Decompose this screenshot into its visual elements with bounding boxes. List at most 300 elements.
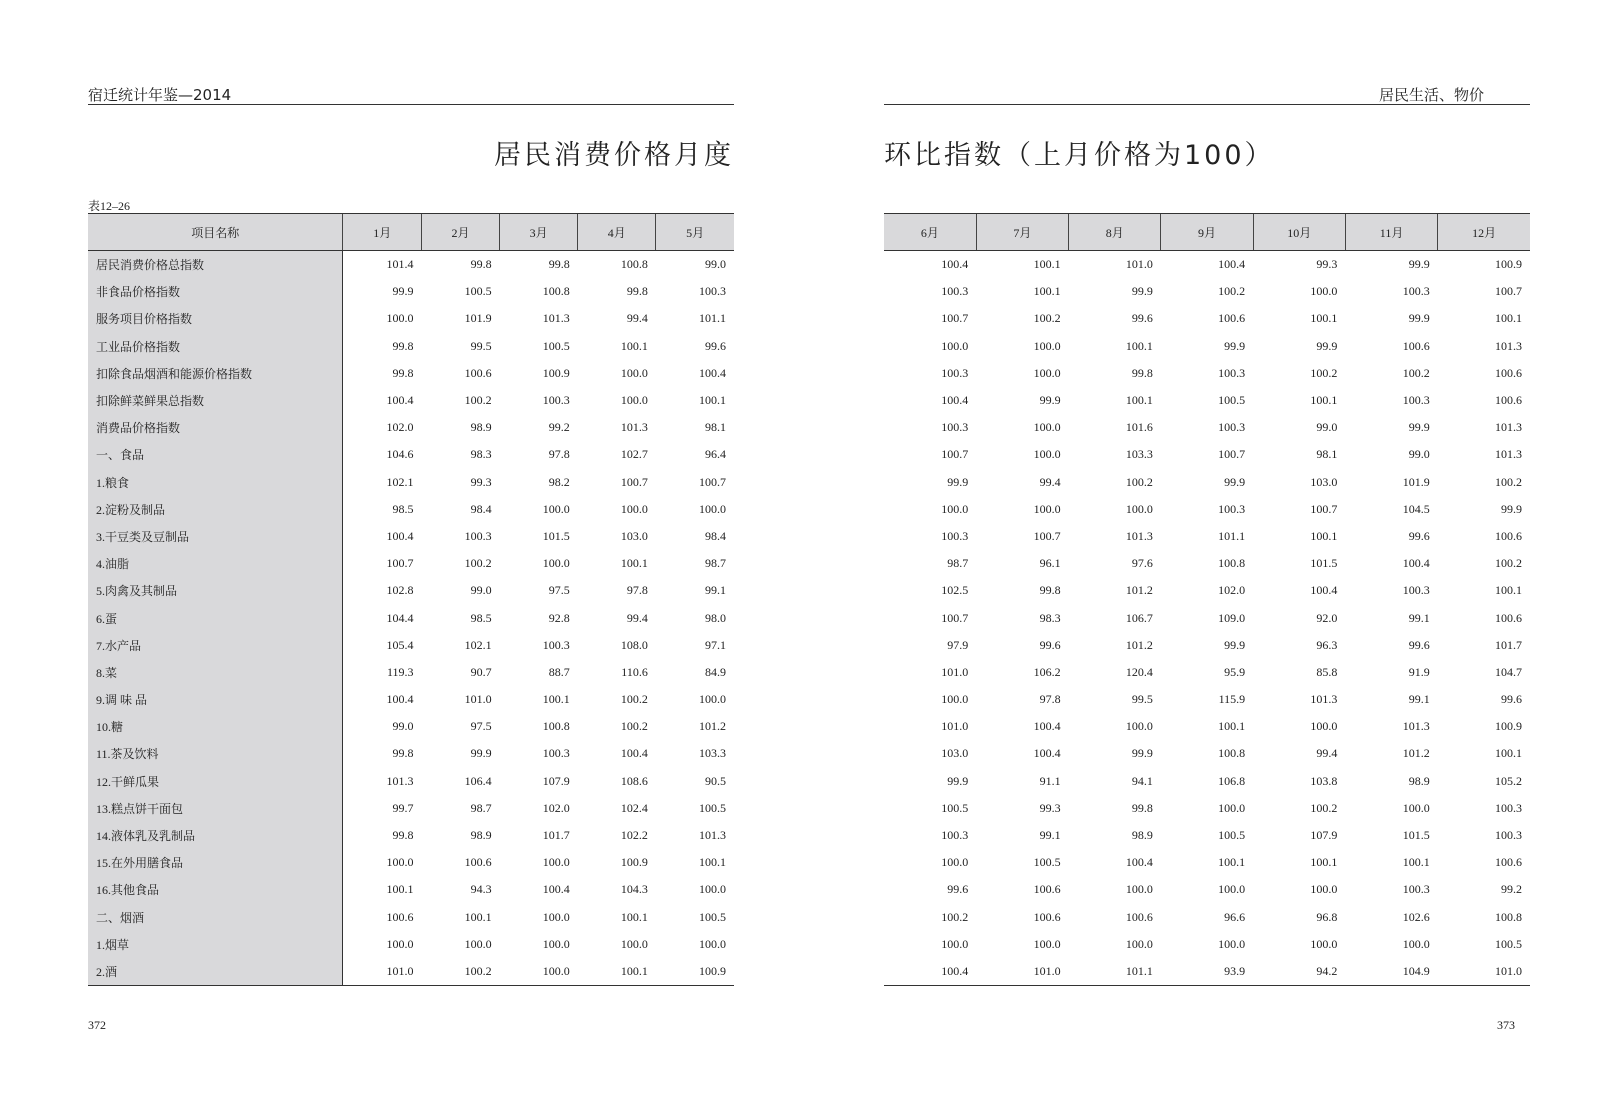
- index-value-cell: 100.8: [1495, 909, 1522, 924]
- index-value-cell: 100.7: [620, 474, 648, 489]
- index-value-cell: 99.8: [392, 338, 414, 353]
- index-value-cell: 101.7: [1495, 637, 1522, 652]
- index-value-cell: 99.3: [1039, 800, 1061, 815]
- index-value-cell: 99.8: [1039, 583, 1061, 598]
- index-value-cell: 100.4: [386, 692, 414, 707]
- index-value-cell: 107.9: [1310, 828, 1338, 843]
- index-value-cell: 99.9: [1131, 284, 1153, 299]
- index-value-cell: 100.4: [941, 393, 969, 408]
- index-value-cell: 100.7: [1310, 501, 1338, 516]
- index-value-cell: 97.5: [470, 719, 492, 734]
- index-value-cell: 100.0: [1033, 501, 1061, 516]
- index-value-cell: 101.3: [1495, 447, 1522, 462]
- index-value-cell: 101.1: [1069, 958, 1161, 986]
- index-value-cell: 98.1: [1316, 447, 1338, 462]
- column-header-month: 1月: [343, 214, 422, 251]
- index-value-cell: 102.7: [620, 447, 648, 462]
- index-value-cell: 101.3: [1125, 528, 1153, 543]
- running-head: 宿迁统计年鉴—2014: [88, 86, 232, 104]
- table-row: [88, 550, 734, 577]
- index-value-cell: 100.0: [1218, 800, 1246, 815]
- index-value-cell: 104.3: [620, 882, 648, 897]
- row-label: 4.油脂: [88, 550, 343, 577]
- index-value-cell: 100.0: [941, 936, 969, 951]
- index-value-cell: 101.3: [620, 420, 648, 435]
- index-value-cell: 100.4: [386, 528, 414, 543]
- row-label: 1.烟草: [88, 931, 343, 958]
- table-row: [88, 496, 734, 523]
- index-value-cell: 102.0: [1218, 583, 1246, 598]
- index-value-cell: 100.0: [386, 311, 414, 326]
- index-value-cell: 100.8: [542, 284, 570, 299]
- index-value-cell: 100.5: [941, 800, 969, 815]
- index-value-cell: 100.3: [941, 528, 969, 543]
- index-value-cell: 100.1: [1033, 284, 1061, 299]
- index-value-cell: 93.9: [1161, 958, 1253, 986]
- index-value-cell: 99.5: [1131, 692, 1153, 707]
- index-value-cell: 100.3: [542, 637, 570, 652]
- index-value-cell: 100.9: [1495, 257, 1522, 272]
- index-value-cell: 98.5: [470, 610, 492, 625]
- header-rule: [884, 104, 1530, 105]
- row-label: 服务项目价格指数: [88, 305, 343, 332]
- index-value-cell: 101.3: [1495, 338, 1522, 353]
- table-row: [88, 659, 734, 686]
- index-value-cell: 101.0: [464, 692, 492, 707]
- index-value-cell: 101.3: [1310, 692, 1338, 707]
- row-label: 一、食品: [88, 441, 343, 468]
- index-value-cell: 99.6: [1131, 311, 1153, 326]
- column-header-month: 4月: [578, 214, 656, 251]
- index-value-cell: 100.7: [1218, 447, 1246, 462]
- index-value-cell: 97.8: [548, 447, 570, 462]
- index-value-cell: 100.1: [620, 909, 648, 924]
- index-value-cell: 100.0: [1310, 882, 1338, 897]
- row-label: 10.糖: [88, 713, 343, 740]
- column-header-month: 5月: [656, 214, 734, 251]
- index-value-cell: 98.4: [470, 501, 492, 516]
- table-row: [884, 659, 1530, 686]
- index-value-cell: 96.4: [705, 447, 726, 462]
- header-rule: [88, 104, 734, 105]
- index-value-cell: 99.9: [1224, 637, 1246, 652]
- index-value-cell: 99.3: [1316, 257, 1338, 272]
- index-value-cell: 110.6: [621, 664, 648, 679]
- index-value-cell: 100.0: [1125, 719, 1153, 734]
- index-value-cell: 98.1: [705, 420, 726, 435]
- index-value-cell: 101.0: [1438, 958, 1530, 986]
- index-value-cell: 99.5: [470, 338, 492, 353]
- index-value-cell: 100.2: [620, 719, 648, 734]
- index-value-cell: 102.1: [464, 637, 492, 652]
- index-value-cell: 101.0: [343, 958, 422, 986]
- index-value-cell: 99.9: [1501, 501, 1522, 516]
- index-value-cell: 105.4: [386, 637, 414, 652]
- price-index-table-jan-may: [88, 213, 734, 986]
- index-value-cell: 99.1: [1408, 692, 1430, 707]
- table-row: [884, 849, 1530, 876]
- index-value-cell: 102.4: [620, 800, 648, 815]
- index-value-cell: 100.0: [941, 855, 969, 870]
- index-value-cell: 101.3: [542, 311, 570, 326]
- index-value-cell: 102.1: [386, 474, 414, 489]
- index-value-cell: 101.0: [941, 664, 969, 679]
- index-value-cell: 100.0: [1402, 800, 1430, 815]
- index-value-cell: 100.1: [542, 692, 570, 707]
- index-value-cell: 85.8: [1316, 664, 1338, 679]
- index-value-cell: 100.3: [941, 828, 969, 843]
- table-title-part-2: 环比指数（上月价格为100）: [884, 140, 1275, 171]
- column-header-month: 9月: [1161, 214, 1253, 251]
- index-value-cell: 100.1: [1218, 855, 1246, 870]
- table-row: [88, 686, 734, 713]
- index-value-cell: 99.9: [1224, 474, 1246, 489]
- index-value-cell: 100.0: [699, 501, 726, 516]
- index-value-cell: 99.3: [470, 474, 492, 489]
- index-value-cell: 99.9: [1316, 338, 1338, 353]
- index-value-cell: 100.3: [941, 365, 969, 380]
- index-value-cell: 103.0: [1310, 474, 1338, 489]
- index-value-cell: 101.3: [699, 828, 726, 843]
- index-value-cell: 99.0: [470, 583, 492, 598]
- column-header-month: 8月: [1069, 214, 1161, 251]
- index-value-cell: 99.9: [1408, 257, 1430, 272]
- index-value-cell: 99.2: [1501, 882, 1522, 897]
- index-value-cell: 99.9: [392, 284, 414, 299]
- index-value-cell: 100.5: [1218, 393, 1246, 408]
- row-label: 2.淀粉及制品: [88, 496, 343, 523]
- row-label: 3.干豆类及豆制品: [88, 523, 343, 550]
- table-row: [88, 768, 734, 795]
- index-value-cell: 99.6: [705, 338, 726, 353]
- index-value-cell: 99.9: [1408, 311, 1430, 326]
- index-value-cell: 107.9: [542, 773, 570, 788]
- index-value-cell: 90.5: [705, 773, 726, 788]
- table-row: [88, 278, 734, 305]
- column-header-month: 6月: [884, 214, 976, 251]
- index-value-cell: 99.6: [1408, 528, 1430, 543]
- index-value-cell: 100.0: [620, 501, 648, 516]
- table-row: [88, 251, 734, 279]
- index-value-cell: 100.5: [1495, 936, 1522, 951]
- index-value-cell: 100.5: [699, 800, 726, 815]
- index-value-cell: 99.6: [1408, 637, 1430, 652]
- index-value-cell: 100.1: [1125, 338, 1153, 353]
- index-value-cell: 100.0: [1402, 936, 1430, 951]
- index-value-cell: 94.2: [1253, 958, 1345, 986]
- index-value-cell: 98.3: [1039, 610, 1061, 625]
- table-row: [88, 387, 734, 414]
- index-value-cell: 97.5: [548, 583, 570, 598]
- index-value-cell: 98.2: [548, 474, 570, 489]
- index-value-cell: 99.8: [1131, 365, 1153, 380]
- index-value-cell: 102.0: [386, 420, 414, 435]
- table-row: [884, 333, 1530, 360]
- index-value-cell: 99.1: [705, 583, 726, 598]
- index-value-cell: 100.2: [1310, 365, 1338, 380]
- table-row: [884, 523, 1530, 550]
- index-value-cell: 97.9: [947, 637, 969, 652]
- index-value-cell: 101.5: [1402, 828, 1430, 843]
- index-value-cell: 100.0: [1218, 882, 1246, 897]
- index-value-cell: 100.3: [1218, 420, 1246, 435]
- index-value-cell: 100.0: [941, 692, 969, 707]
- table-row: [884, 958, 1530, 986]
- index-value-cell: 98.7: [947, 556, 969, 571]
- index-value-cell: 100.1: [1310, 393, 1338, 408]
- table-row: [88, 441, 734, 468]
- index-value-cell: 101.5: [1310, 556, 1338, 571]
- index-value-cell: 100.6: [1495, 528, 1522, 543]
- table-number: 表12–26: [88, 199, 131, 213]
- index-value-cell: 100.0: [1125, 882, 1153, 897]
- index-value-cell: 100.0: [941, 501, 969, 516]
- index-value-cell: 115.9: [1218, 692, 1246, 707]
- index-value-cell: 99.6: [1039, 637, 1061, 652]
- table-row: [884, 414, 1530, 441]
- index-value-cell: 96.3: [1316, 637, 1338, 652]
- row-label: 14.液体乳及乳制品: [88, 822, 343, 849]
- index-value-cell: 99.1: [1039, 828, 1061, 843]
- index-value-cell: 108.0: [620, 637, 648, 652]
- row-label: 二、烟酒: [88, 904, 343, 931]
- index-value-cell: 100.6: [1495, 393, 1522, 408]
- index-value-cell: 102.5: [941, 583, 969, 598]
- column-header-item-name: 项目名称: [88, 214, 343, 251]
- index-value-cell: 100.4: [620, 746, 648, 761]
- index-value-cell: 100.0: [464, 936, 492, 951]
- index-value-cell: 105.2: [1495, 773, 1522, 788]
- table-row: [88, 795, 734, 822]
- index-value-cell: 100.3: [1495, 800, 1522, 815]
- column-header-month: 3月: [500, 214, 578, 251]
- index-value-cell: 96.8: [1316, 909, 1338, 924]
- index-value-cell: 104.9: [1345, 958, 1437, 986]
- row-label: 11.茶及饮料: [88, 740, 343, 767]
- index-value-cell: 101.1: [1218, 528, 1246, 543]
- table-row: [884, 496, 1530, 523]
- index-value-cell: 102.6: [1402, 909, 1430, 924]
- table-row: [884, 931, 1530, 958]
- index-value-cell: 99.9: [1039, 393, 1061, 408]
- index-value-cell: 99.6: [1501, 692, 1522, 707]
- row-label: 8.菜: [88, 659, 343, 686]
- index-value-cell: 100.6: [386, 909, 414, 924]
- table-row: [884, 305, 1530, 332]
- table-row: [884, 632, 1530, 659]
- page-number: 372: [88, 1018, 106, 1032]
- index-value-cell: 99.6: [947, 882, 969, 897]
- index-value-cell: 98.7: [470, 800, 492, 815]
- index-value-cell: 98.5: [392, 501, 414, 516]
- index-value-cell: 99.9: [1408, 420, 1430, 435]
- table-row: [88, 333, 734, 360]
- index-value-cell: 100.4: [884, 958, 976, 986]
- table-row: [884, 469, 1530, 496]
- index-value-cell: 100.6: [1495, 365, 1522, 380]
- index-value-cell: 100.3: [941, 420, 969, 435]
- index-value-cell: 100.0: [620, 365, 648, 380]
- index-value-cell: 100.6: [1033, 909, 1061, 924]
- index-value-cell: 92.0: [1316, 610, 1338, 625]
- index-value-cell: 99.4: [626, 610, 648, 625]
- table-row: [88, 849, 734, 876]
- index-value-cell: 100.1: [1125, 393, 1153, 408]
- index-value-cell: 100.0: [542, 501, 570, 516]
- index-value-cell: 104.5: [1402, 501, 1430, 516]
- index-value-cell: 100.2: [1310, 800, 1338, 815]
- index-value-cell: 98.7: [705, 556, 726, 571]
- table-row: [88, 414, 734, 441]
- table-row: [884, 740, 1530, 767]
- index-value-cell: 100.6: [1495, 855, 1522, 870]
- index-value-cell: 100.0: [542, 855, 570, 870]
- index-value-cell: 100.1: [464, 909, 492, 924]
- index-value-cell: 100.3: [1218, 365, 1246, 380]
- index-value-cell: 100.0: [542, 936, 570, 951]
- index-value-cell: 100.9: [656, 958, 734, 986]
- index-value-cell: 101.1: [699, 311, 726, 326]
- index-value-cell: 100.0: [699, 692, 726, 707]
- index-value-cell: 98.9: [1131, 828, 1153, 843]
- table-title-part-1: 居民消费价格月度: [494, 140, 734, 171]
- index-value-cell: 100.0: [1033, 365, 1061, 380]
- index-value-cell: 100.3: [699, 284, 726, 299]
- index-value-cell: 99.1: [1408, 610, 1430, 625]
- index-value-cell: 101.6: [1125, 420, 1153, 435]
- index-value-cell: 101.0: [941, 719, 969, 734]
- table-row: [88, 523, 734, 550]
- index-value-cell: 100.8: [1218, 556, 1246, 571]
- index-value-cell: 109.0: [1218, 610, 1246, 625]
- index-value-cell: 100.5: [464, 284, 492, 299]
- table-row: [88, 931, 734, 958]
- index-value-cell: 98.3: [470, 447, 492, 462]
- index-value-cell: 96.1: [1039, 556, 1061, 571]
- price-index-table-jun-dec: [884, 213, 1530, 986]
- row-label: 5.肉禽及其制品: [88, 577, 343, 604]
- index-value-cell: 99.9: [470, 746, 492, 761]
- index-value-cell: 99.0: [705, 257, 726, 272]
- index-value-cell: 102.2: [620, 828, 648, 843]
- index-value-cell: 91.1: [1039, 773, 1061, 788]
- index-value-cell: 100.7: [699, 474, 726, 489]
- index-value-cell: 101.2: [1402, 746, 1430, 761]
- index-value-cell: 100.3: [941, 284, 969, 299]
- index-value-cell: 100.5: [699, 909, 726, 924]
- index-value-cell: 99.8: [392, 746, 414, 761]
- index-value-cell: 99.0: [1316, 420, 1338, 435]
- index-value-cell: 102.8: [386, 583, 414, 598]
- index-value-cell: 101.2: [699, 719, 726, 734]
- index-value-cell: 100.1: [620, 556, 648, 571]
- index-value-cell: 100.5: [1218, 828, 1246, 843]
- index-value-cell: 101.2: [1125, 637, 1153, 652]
- index-value-cell: 100.8: [1218, 746, 1246, 761]
- index-value-cell: 99.8: [392, 828, 414, 843]
- index-value-cell: 100.0: [620, 393, 648, 408]
- index-value-cell: 98.4: [705, 528, 726, 543]
- page-number: 373: [1497, 1018, 1515, 1032]
- row-label: 扣除食品烟酒和能源价格指数: [88, 360, 343, 387]
- index-value-cell: 100.4: [1218, 257, 1246, 272]
- index-value-cell: 100.4: [1033, 746, 1061, 761]
- index-value-cell: 100.0: [1310, 719, 1338, 734]
- column-header-month: 12月: [1438, 214, 1530, 251]
- index-value-cell: 99.4: [626, 311, 648, 326]
- index-value-cell: 84.9: [705, 664, 726, 679]
- row-label: 扣除鲜菜鲜果总指数: [88, 387, 343, 414]
- index-value-cell: 100.2: [464, 556, 492, 571]
- index-value-cell: 100.1: [578, 958, 656, 986]
- index-value-cell: 106.8: [1218, 773, 1246, 788]
- index-value-cell: 100.1: [1402, 855, 1430, 870]
- index-value-cell: 100.7: [386, 556, 414, 571]
- index-value-cell: 98.9: [470, 420, 492, 435]
- table-row: [88, 822, 734, 849]
- index-value-cell: 100.6: [1125, 909, 1153, 924]
- table-body: [88, 251, 734, 986]
- index-value-cell: 101.3: [1402, 719, 1430, 734]
- index-value-cell: 99.9: [947, 474, 969, 489]
- table-row: [88, 958, 734, 986]
- index-value-cell: 99.8: [548, 257, 570, 272]
- index-value-cell: 100.2: [464, 393, 492, 408]
- index-value-cell: 92.8: [548, 610, 570, 625]
- index-value-cell: 100.1: [1495, 746, 1522, 761]
- index-value-cell: 100.3: [1402, 882, 1430, 897]
- table-row: [88, 632, 734, 659]
- index-value-cell: 101.0: [1125, 257, 1153, 272]
- index-value-cell: 103.0: [941, 746, 969, 761]
- index-value-cell: 100.6: [1495, 610, 1522, 625]
- index-value-cell: 100.1: [1310, 528, 1338, 543]
- index-value-cell: 99.4: [1316, 746, 1338, 761]
- index-value-cell: 101.5: [542, 528, 570, 543]
- row-label: 13.糕点饼干面包: [88, 795, 343, 822]
- index-value-cell: 100.0: [1033, 447, 1061, 462]
- table-row: [884, 387, 1530, 414]
- index-value-cell: 100.4: [1402, 556, 1430, 571]
- index-value-cell: 106.7: [1125, 610, 1153, 625]
- table-row: [88, 876, 734, 903]
- index-value-cell: 99.9: [1131, 746, 1153, 761]
- index-value-cell: 97.8: [626, 583, 648, 598]
- column-header-month: 11月: [1345, 214, 1437, 251]
- index-value-cell: 101.0: [976, 958, 1068, 986]
- index-value-cell: 100.3: [542, 393, 570, 408]
- index-value-cell: 100.1: [386, 882, 414, 897]
- row-label: 非食品价格指数: [88, 278, 343, 305]
- index-value-cell: 100.2: [1218, 284, 1246, 299]
- index-value-cell: 98.0: [705, 610, 726, 625]
- index-value-cell: 101.3: [1495, 420, 1522, 435]
- index-value-cell: 103.3: [699, 746, 726, 761]
- index-value-cell: 96.6: [1224, 909, 1246, 924]
- index-value-cell: 100.3: [542, 746, 570, 761]
- table-header-row: [884, 214, 1530, 251]
- index-value-cell: 100.0: [1218, 936, 1246, 951]
- index-value-cell: 100.4: [699, 365, 726, 380]
- index-value-cell: 100.1: [1495, 583, 1522, 598]
- index-value-cell: 88.7: [548, 664, 570, 679]
- index-value-cell: 97.1: [705, 637, 726, 652]
- index-value-cell: 100.1: [1310, 855, 1338, 870]
- index-value-cell: 108.6: [620, 773, 648, 788]
- row-label: 1.粮食: [88, 469, 343, 496]
- index-value-cell: 100.6: [1402, 338, 1430, 353]
- index-value-cell: 100.4: [1310, 583, 1338, 598]
